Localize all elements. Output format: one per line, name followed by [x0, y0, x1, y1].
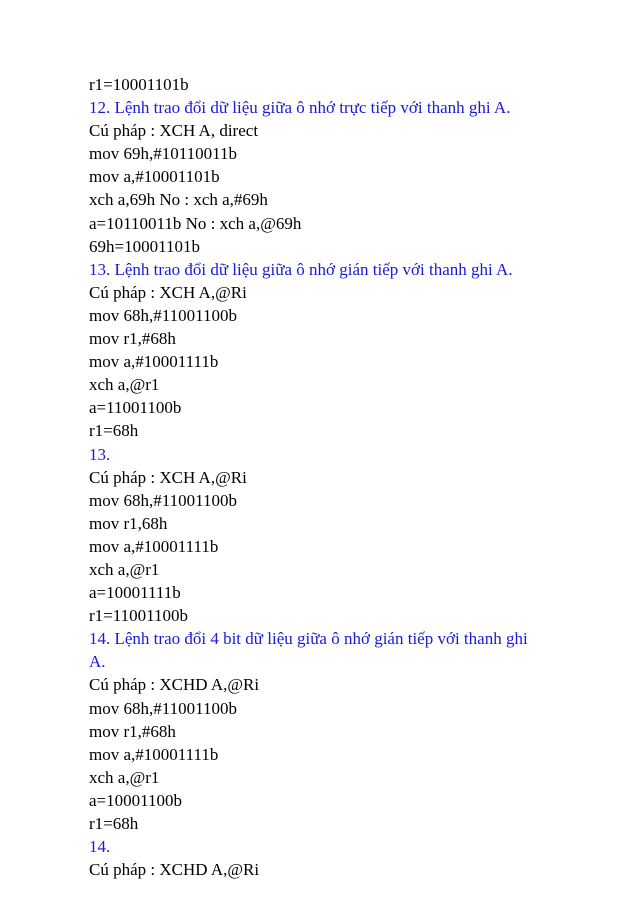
text-line: Cú pháp : XCHD A,@Ri [89, 860, 260, 880]
section-heading: 14. Lệnh trao đổi 4 bit dữ liệu giữa ô nhớ gián tiếp với thanh ghi [89, 629, 528, 649]
text-line: mov 68h,#11001100b [89, 698, 237, 718]
text-line: mov 68h,#11001100b [89, 490, 237, 510]
document-body [89, 73, 569, 881]
text-line: mov r1,#68h [89, 721, 176, 741]
section-heading: 14. [89, 837, 111, 857]
section-heading: 12. Lệnh trao đổi dữ liệu giữa ô nhớ trực tiếp với thanh ghi A. [89, 98, 511, 118]
text-line: Cú pháp : XCH A,@Ri [89, 282, 247, 302]
text-line: mov 68h,#11001100b [89, 305, 237, 325]
text-line: mov r1,68h [89, 513, 168, 533]
text-line: mov a,#10001101b [89, 167, 220, 187]
text-line: a=10110011b No : xch a,@69h [89, 213, 302, 233]
text-line: a=11001100b [89, 398, 182, 418]
text-line: xch a,@r1 [89, 767, 160, 787]
text-line: Cú pháp : XCH A,@Ri [89, 467, 247, 487]
text-line: mov r1,#68h [89, 329, 176, 349]
text-line: r1=11001100b [89, 606, 188, 626]
text-line: a=10001111b [89, 583, 181, 603]
section-heading: 13. [89, 444, 111, 464]
text-line: a=10001100b [89, 790, 183, 810]
text-line: mov a,#10001111b [89, 536, 219, 556]
text-line: r1=68h [89, 814, 139, 833]
text-line: r1=10001101b [89, 75, 189, 94]
section-heading: A. [89, 652, 106, 672]
text-line: xch a,@r1 [89, 375, 160, 395]
text-line: mov 69h,#10110011b [89, 144, 237, 164]
text-line: mov a,#10001111b [89, 352, 219, 372]
text-line: mov a,#10001111b [89, 744, 219, 764]
text-line: Cú pháp : XCHD A,@Ri [89, 675, 260, 695]
text-line: r1=68h [89, 421, 139, 441]
text-line: xch a,@r1 [89, 559, 160, 579]
text-line: xch a,69h No : xch a,#69h [89, 190, 268, 210]
text-line: 69h=10001101b [89, 236, 200, 256]
text-line: Cú pháp : XCH A, direct [89, 121, 259, 141]
section-heading: 13. Lệnh trao đổi dữ liệu giữa ô nhớ gián tiếp với thanh ghi A. [89, 259, 513, 279]
